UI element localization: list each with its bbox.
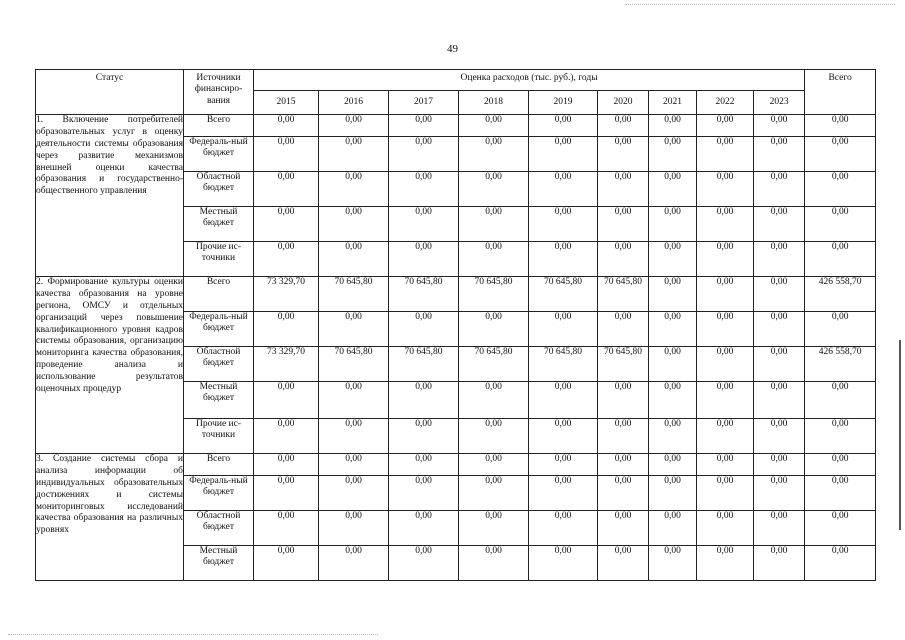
- source-cell: Областной бюджет: [184, 172, 254, 207]
- value-cell: 73 329,70: [254, 277, 319, 312]
- value-cell: 0,00: [649, 454, 697, 476]
- value-cell: 0,00: [649, 172, 697, 207]
- value-cell: 0,00: [697, 207, 754, 242]
- value-cell: 0,00: [754, 242, 805, 277]
- value-cell: 0,00: [459, 115, 529, 137]
- value-cell: 0,00: [389, 419, 459, 454]
- value-cell: 0,00: [389, 137, 459, 172]
- value-cell: 0,00: [459, 546, 529, 581]
- header-estimate: Оценка расходов (тыс. руб.), годы: [254, 70, 805, 91]
- value-cell: 0,00: [754, 511, 805, 546]
- value-cell: 0,00: [254, 382, 319, 419]
- value-cell: 0,00: [459, 242, 529, 277]
- budget-table: [35, 69, 876, 581]
- value-cell: 0,00: [754, 207, 805, 242]
- value-cell: 0,00: [649, 115, 697, 137]
- value-cell: 0,00: [254, 137, 319, 172]
- header-total: Всего: [805, 70, 876, 115]
- page-number: 49: [447, 43, 458, 55]
- value-cell: 0,00: [459, 454, 529, 476]
- table-row: [36, 115, 876, 137]
- value-cell: 0,00: [598, 511, 649, 546]
- value-cell: 0,00: [649, 207, 697, 242]
- value-cell: 0,00: [697, 382, 754, 419]
- value-cell: 0,00: [598, 454, 649, 476]
- value-cell: 0,00: [598, 312, 649, 347]
- value-cell: 0,00: [254, 476, 319, 511]
- value-cell: 0,00: [697, 476, 754, 511]
- value-cell: 0,00: [754, 172, 805, 207]
- value-cell: 0,00: [459, 476, 529, 511]
- table-body: [36, 115, 876, 581]
- total-cell: 0,00: [805, 207, 876, 242]
- value-cell: 70 645,80: [529, 347, 598, 382]
- total-cell: 0,00: [805, 454, 876, 476]
- status-cell: 2. Формирование культуры оценки качества образования на уровне региона, ОМСУ и отдельных организаций через повышение квалификационного уровня кадров системы образования, организацию мониторинга качества образования, проведение анализа и использование результатов оценочных процедур: [36, 277, 184, 454]
- value-cell: 0,00: [598, 546, 649, 581]
- value-cell: 0,00: [319, 115, 389, 137]
- value-cell: 0,00: [754, 137, 805, 172]
- value-cell: 0,00: [598, 207, 649, 242]
- value-cell: 0,00: [319, 207, 389, 242]
- value-cell: 0,00: [649, 137, 697, 172]
- value-cell: 0,00: [389, 476, 459, 511]
- value-cell: 0,00: [598, 242, 649, 277]
- value-cell: 0,00: [254, 511, 319, 546]
- value-cell: 0,00: [459, 382, 529, 419]
- source-cell: Местный бюджет: [184, 207, 254, 242]
- value-cell: 0,00: [389, 242, 459, 277]
- value-cell: 0,00: [697, 137, 754, 172]
- value-cell: 0,00: [254, 115, 319, 137]
- value-cell: 0,00: [319, 172, 389, 207]
- total-cell: 426 558,70: [805, 347, 876, 382]
- value-cell: 0,00: [529, 382, 598, 419]
- value-cell: 0,00: [649, 511, 697, 546]
- value-cell: 0,00: [389, 511, 459, 546]
- value-cell: 0,00: [459, 511, 529, 546]
- value-cell: 0,00: [649, 347, 697, 382]
- total-cell: 0,00: [805, 137, 876, 172]
- value-cell: 0,00: [389, 312, 459, 347]
- value-cell: 0,00: [529, 137, 598, 172]
- value-cell: 70 645,80: [319, 347, 389, 382]
- value-cell: 0,00: [254, 546, 319, 581]
- value-cell: 0,00: [319, 382, 389, 419]
- value-cell: 0,00: [254, 172, 319, 207]
- value-cell: 0,00: [254, 207, 319, 242]
- value-cell: 0,00: [529, 454, 598, 476]
- value-cell: 70 645,80: [598, 277, 649, 312]
- table-header: [36, 70, 876, 115]
- total-cell: 0,00: [805, 476, 876, 511]
- value-cell: 0,00: [529, 115, 598, 137]
- value-cell: 0,00: [389, 207, 459, 242]
- total-cell: 0,00: [805, 242, 876, 277]
- header-year: 2016: [319, 91, 389, 115]
- source-cell: Местный бюджет: [184, 382, 254, 419]
- value-cell: 0,00: [754, 347, 805, 382]
- value-cell: 0,00: [754, 115, 805, 137]
- value-cell: 0,00: [697, 511, 754, 546]
- value-cell: 70 645,80: [389, 347, 459, 382]
- header-status: Статус: [36, 70, 184, 115]
- value-cell: 0,00: [529, 312, 598, 347]
- value-cell: 0,00: [598, 419, 649, 454]
- value-cell: 0,00: [649, 312, 697, 347]
- header-year: 2021: [649, 91, 697, 115]
- source-cell: Областной бюджет: [184, 511, 254, 546]
- value-cell: 0,00: [754, 476, 805, 511]
- value-cell: 0,00: [389, 546, 459, 581]
- total-cell: 0,00: [805, 115, 876, 137]
- value-cell: 70 645,80: [529, 277, 598, 312]
- value-cell: 0,00: [697, 546, 754, 581]
- status-cell: 1. Включение потребителей образовательных услуг в оценку деятельности системы образования через развитие механизмов внешней оценки качества образования и государственно-общественного управления: [36, 115, 184, 277]
- source-cell: Прочие ис-точники: [184, 242, 254, 277]
- value-cell: 0,00: [389, 115, 459, 137]
- value-cell: 0,00: [754, 382, 805, 419]
- source-cell: Областной бюджет: [184, 347, 254, 382]
- value-cell: 0,00: [649, 277, 697, 312]
- value-cell: 0,00: [649, 546, 697, 581]
- value-cell: 0,00: [319, 242, 389, 277]
- value-cell: 0,00: [754, 277, 805, 312]
- value-cell: 0,00: [529, 419, 598, 454]
- value-cell: 0,00: [319, 312, 389, 347]
- value-cell: 0,00: [598, 382, 649, 419]
- value-cell: 0,00: [754, 419, 805, 454]
- value-cell: 0,00: [754, 546, 805, 581]
- table-row: [36, 277, 876, 312]
- total-cell: 0,00: [805, 312, 876, 347]
- table-row: [36, 454, 876, 476]
- value-cell: 0,00: [598, 172, 649, 207]
- source-cell: Федераль-ный бюджет: [184, 476, 254, 511]
- value-cell: 70 645,80: [459, 277, 529, 312]
- value-cell: 0,00: [389, 382, 459, 419]
- value-cell: 0,00: [529, 172, 598, 207]
- value-cell: 0,00: [697, 454, 754, 476]
- total-cell: 0,00: [805, 172, 876, 207]
- value-cell: 0,00: [529, 476, 598, 511]
- total-cell: 0,00: [805, 546, 876, 581]
- value-cell: 0,00: [254, 312, 319, 347]
- value-cell: 70 645,80: [598, 347, 649, 382]
- value-cell: 0,00: [649, 242, 697, 277]
- value-cell: 0,00: [649, 382, 697, 419]
- source-cell: Всего: [184, 454, 254, 476]
- scan-artifact-bottom: [8, 634, 378, 636]
- source-cell: Прочие ис-точники: [184, 419, 254, 454]
- header-sources: Источники финансиро-вания: [184, 70, 254, 115]
- source-cell: Федераль-ный бюджет: [184, 312, 254, 347]
- value-cell: 0,00: [319, 476, 389, 511]
- total-cell: 426 558,70: [805, 277, 876, 312]
- scan-edge-right: [899, 340, 901, 530]
- value-cell: 70 645,80: [389, 277, 459, 312]
- value-cell: 0,00: [389, 454, 459, 476]
- source-cell: Всего: [184, 115, 254, 137]
- source-cell: Всего: [184, 277, 254, 312]
- value-cell: 0,00: [598, 115, 649, 137]
- header-year: 2020: [598, 91, 649, 115]
- total-cell: 0,00: [805, 419, 876, 454]
- value-cell: 0,00: [697, 347, 754, 382]
- header-year: 2022: [697, 91, 754, 115]
- scan-artifact-top: [625, 4, 895, 6]
- value-cell: 0,00: [389, 172, 459, 207]
- header-year: 2017: [389, 91, 459, 115]
- value-cell: 0,00: [697, 172, 754, 207]
- value-cell: 0,00: [459, 207, 529, 242]
- value-cell: 0,00: [459, 172, 529, 207]
- value-cell: 0,00: [319, 546, 389, 581]
- value-cell: 0,00: [529, 546, 598, 581]
- value-cell: 0,00: [649, 419, 697, 454]
- source-cell: Федераль-ный бюджет: [184, 137, 254, 172]
- value-cell: 73 329,70: [254, 347, 319, 382]
- value-cell: 0,00: [319, 419, 389, 454]
- value-cell: 0,00: [598, 137, 649, 172]
- total-cell: 0,00: [805, 382, 876, 419]
- source-cell: Местный бюджет: [184, 546, 254, 581]
- value-cell: 0,00: [754, 454, 805, 476]
- value-cell: 0,00: [598, 476, 649, 511]
- value-cell: 0,00: [319, 137, 389, 172]
- value-cell: 0,00: [754, 312, 805, 347]
- value-cell: 0,00: [529, 511, 598, 546]
- value-cell: 0,00: [459, 137, 529, 172]
- value-cell: 0,00: [697, 277, 754, 312]
- value-cell: 0,00: [697, 419, 754, 454]
- status-cell: 3. Создание системы сбора и анализа информации об индивидуальных образовательных достижениях и системы мониторинговых исследований качества образования на различных уровнях: [36, 454, 184, 581]
- value-cell: 0,00: [254, 419, 319, 454]
- header-year: 2015: [254, 91, 319, 115]
- header-year: 2018: [459, 91, 529, 115]
- value-cell: 70 645,80: [459, 347, 529, 382]
- value-cell: 0,00: [697, 312, 754, 347]
- total-cell: 0,00: [805, 511, 876, 546]
- value-cell: 0,00: [649, 476, 697, 511]
- value-cell: 0,00: [459, 419, 529, 454]
- value-cell: 0,00: [697, 115, 754, 137]
- value-cell: 0,00: [459, 312, 529, 347]
- value-cell: 0,00: [529, 242, 598, 277]
- value-cell: 0,00: [254, 454, 319, 476]
- header-year: 2019: [529, 91, 598, 115]
- value-cell: 70 645,80: [319, 277, 389, 312]
- value-cell: 0,00: [319, 454, 389, 476]
- value-cell: 0,00: [254, 242, 319, 277]
- value-cell: 0,00: [697, 242, 754, 277]
- header-year: 2023: [754, 91, 805, 115]
- value-cell: 0,00: [319, 511, 389, 546]
- value-cell: 0,00: [529, 207, 598, 242]
